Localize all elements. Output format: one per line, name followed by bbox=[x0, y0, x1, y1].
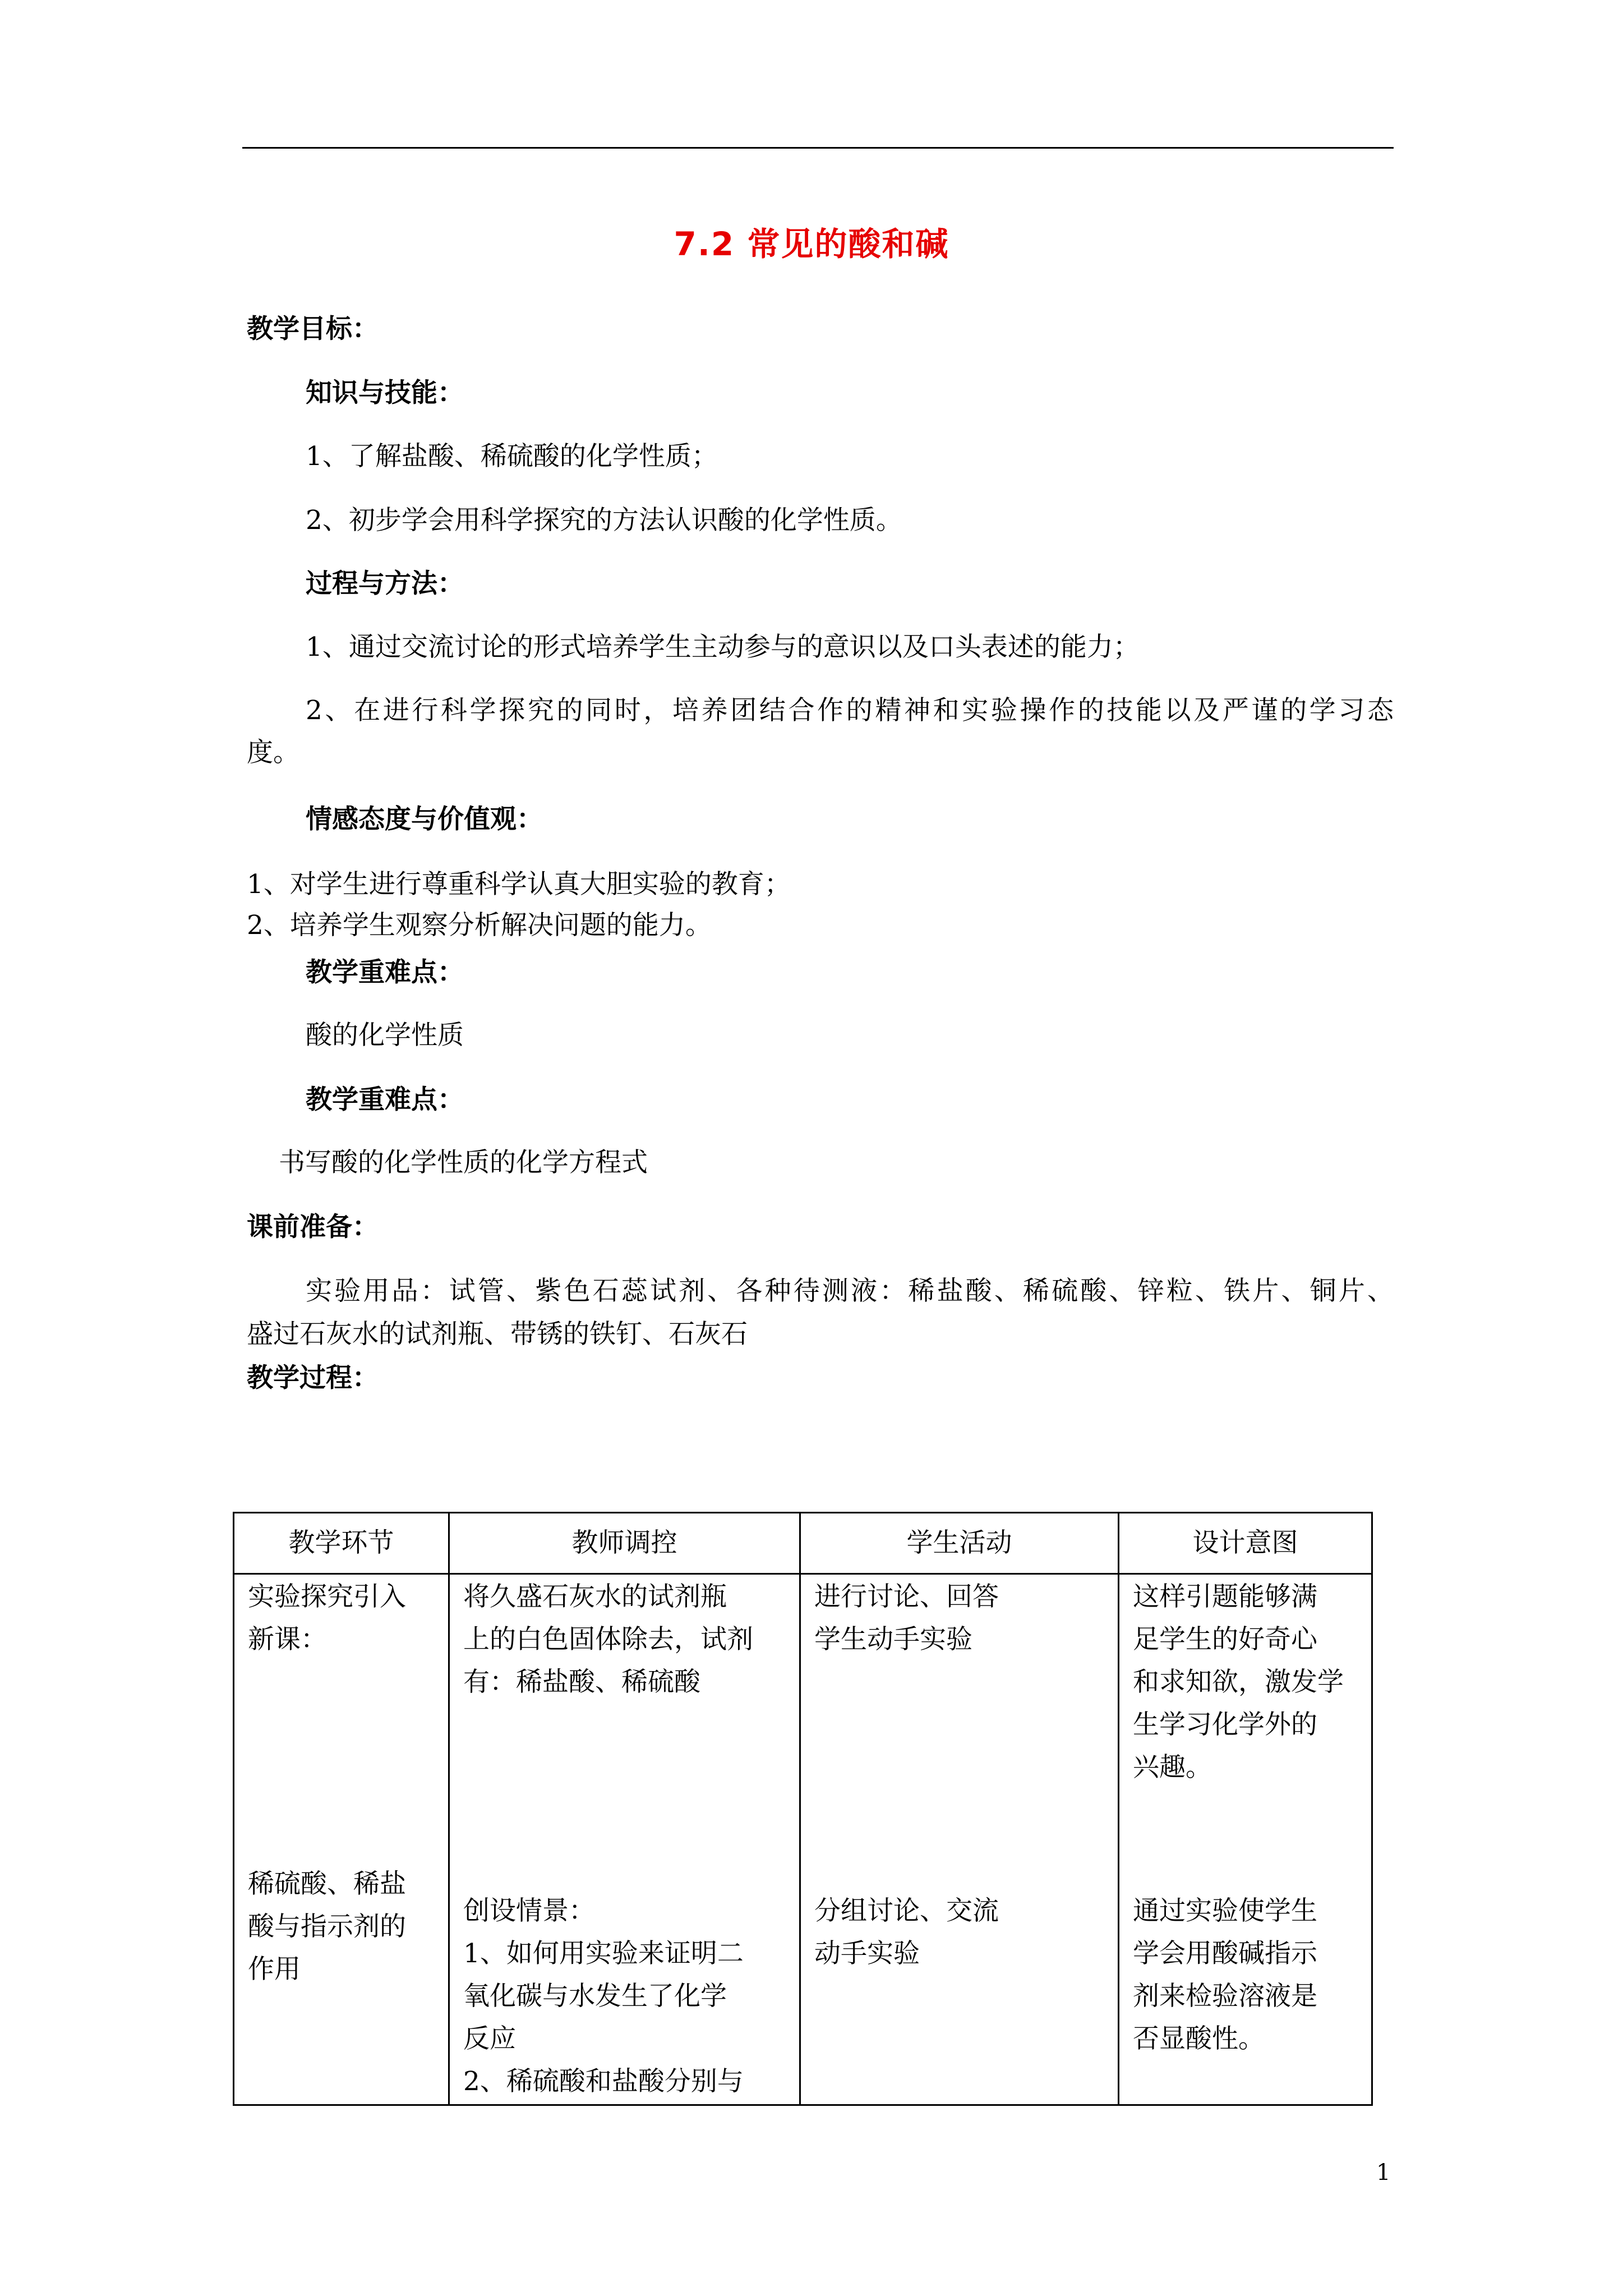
process-item-continuation: 度。 bbox=[247, 737, 299, 768]
cell-line: 有：稀盐酸、稀硫酸 bbox=[463, 1667, 700, 1697]
preparation-heading: 课前准备： bbox=[247, 1212, 379, 1243]
table-header-cell: 教学环节 bbox=[234, 1513, 449, 1574]
key-points-heading: 教学重难点： bbox=[306, 957, 464, 988]
process-heading: 过程与方法： bbox=[306, 568, 464, 599]
cell-line: 将久盛石灰水的试剂瓶 bbox=[463, 1581, 727, 1612]
table-header-cell: 设计意图 bbox=[1119, 1513, 1372, 1574]
emotion-item: 2、培养学生观察分析解决问题的能力。 bbox=[247, 910, 712, 941]
process-item: 1、通过交流讨论的形式培养学生主动参与的意识以及口头表述的能力； bbox=[306, 632, 1140, 662]
emotion-item: 1、对学生进行尊重科学认真大胆实验的教育； bbox=[247, 869, 791, 900]
table-cell-intent bbox=[1119, 1574, 1372, 2105]
difficult-points-heading: 教学重难点： bbox=[306, 1084, 464, 1115]
cell-line: 这样引题能够满 bbox=[1133, 1581, 1317, 1612]
cell-line: 稀硫酸、稀盐 bbox=[248, 1869, 406, 1899]
process-item: 2、在进行科学探究的同时，培养团结合作的精神和实验操作的技能以及严谨的学习态 bbox=[306, 695, 1394, 726]
cell-line: 实验探究引入 bbox=[248, 1581, 406, 1612]
cell-line: 通过实验使学生 bbox=[1133, 1895, 1317, 1926]
page-number: 1 bbox=[1376, 2160, 1391, 2185]
table-header-cell: 教师调控 bbox=[449, 1513, 800, 1574]
table-cell-stage bbox=[234, 1574, 449, 2105]
difficult-points-text: 书写酸的化学性质的化学方程式 bbox=[279, 1147, 648, 1178]
cell-line: 进行讨论、回答 bbox=[814, 1581, 999, 1612]
cell-line: 兴趣。 bbox=[1133, 1752, 1212, 1783]
cell-line: 氧化碳与水发生了化学 bbox=[463, 1981, 727, 2012]
cell-line: 动手实验 bbox=[814, 1938, 920, 1969]
preparation-line: 实验用品：试管、紫色石蕊试剂、各种待测液：稀盐酸、稀硫酸、锌粒、铁片、铜片、 bbox=[306, 1276, 1394, 1306]
teaching-process-heading: 教学过程： bbox=[247, 1363, 379, 1393]
table-cell-student bbox=[800, 1574, 1119, 2105]
cell-line: 学会用酸碱指示 bbox=[1133, 1938, 1317, 1969]
cell-line: 生学习化学外的 bbox=[1133, 1709, 1317, 1740]
cell-line: 酸与指示剂的 bbox=[248, 1911, 406, 1942]
cell-line: 创设情景： bbox=[463, 1895, 595, 1926]
cell-line: 剂来检验溶液是 bbox=[1133, 1981, 1317, 2012]
objectives-heading: 教学目标： bbox=[247, 314, 379, 344]
cell-line: 分组讨论、交流 bbox=[814, 1895, 999, 1926]
cell-line: 上的白色固体除去，试剂 bbox=[463, 1624, 753, 1655]
key-points-text: 酸的化学性质 bbox=[306, 1020, 464, 1051]
cell-line: 和求知欲，激发学 bbox=[1133, 1667, 1344, 1697]
table-row bbox=[234, 1574, 1372, 2105]
cell-line: 1、如何用实验来证明二 bbox=[463, 1938, 744, 1969]
knowledge-item: 1、了解盐酸、稀硫酸的化学性质； bbox=[306, 441, 718, 472]
page-title: 7.2 常见的酸和碱 bbox=[674, 225, 949, 263]
knowledge-item: 2、初步学会用科学探究的方法认识酸的化学性质。 bbox=[306, 505, 902, 536]
cell-line: 足学生的好奇心 bbox=[1133, 1624, 1317, 1655]
knowledge-heading: 知识与技能： bbox=[306, 378, 464, 408]
emotion-heading: 情感态度与价值观： bbox=[306, 804, 543, 835]
header-rule bbox=[242, 147, 1394, 149]
cell-line: 学生动手实验 bbox=[814, 1624, 972, 1655]
table-header-cell: 学生活动 bbox=[800, 1513, 1119, 1574]
table-cell-teacher bbox=[449, 1574, 800, 2105]
cell-line: 新课： bbox=[248, 1624, 327, 1655]
preparation-line: 盛过石灰水的试剂瓶、带锈的铁钉、石灰石 bbox=[247, 1319, 748, 1350]
cell-line: 反应 bbox=[463, 2023, 516, 2054]
teaching-process-table bbox=[233, 1512, 1373, 2106]
cell-line: 否显酸性。 bbox=[1133, 2023, 1265, 2054]
table-header-row bbox=[234, 1513, 1372, 1574]
cell-line: 2、稀硫酸和盐酸分别与 bbox=[463, 2066, 744, 2097]
cell-line: 作用 bbox=[248, 1954, 301, 1985]
